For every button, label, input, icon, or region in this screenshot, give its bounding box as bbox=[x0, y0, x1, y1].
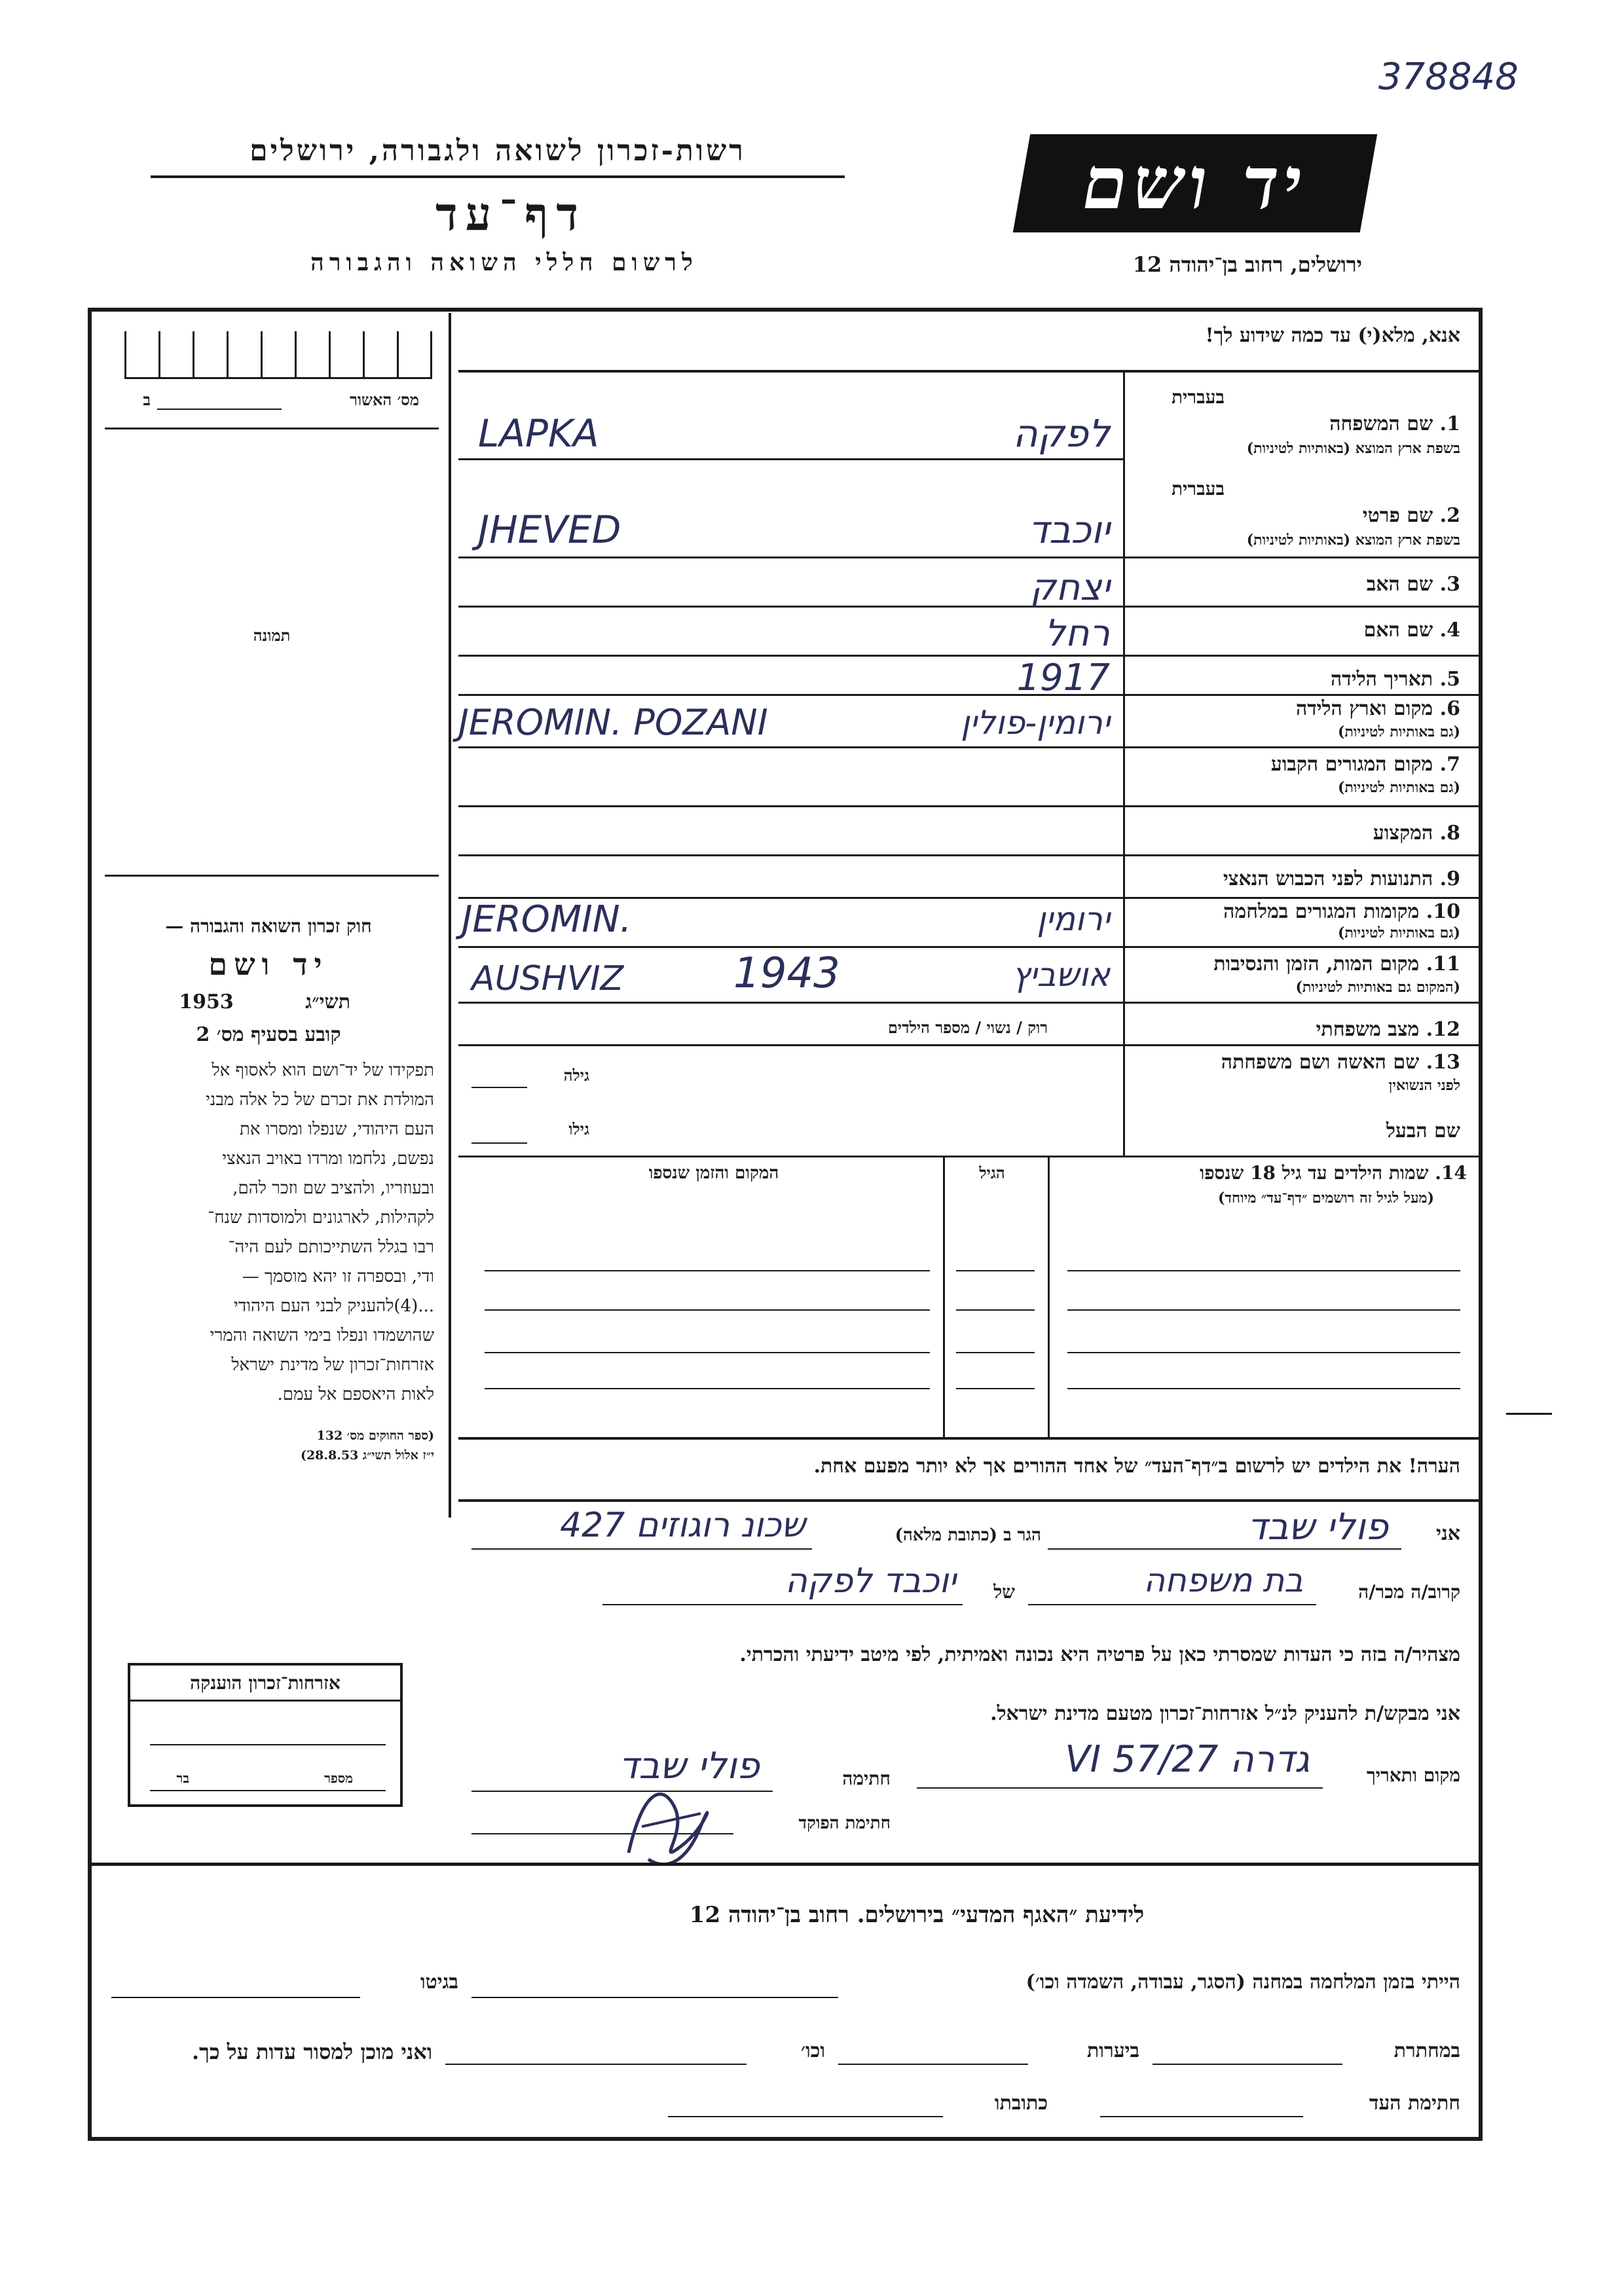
footer-ghetto-line[interactable] bbox=[111, 1997, 360, 1998]
field-wartime-residence-sub: (גם באותיות לטיניות) bbox=[1337, 924, 1460, 941]
form-intro: אנא, מלא(י) עד כמה שידוע לך! bbox=[1205, 324, 1460, 347]
field-birth-place-label: 6. מקום וארץ הלידה bbox=[1295, 697, 1460, 720]
relation-value[interactable]: בת משפחה bbox=[1143, 1561, 1303, 1599]
law-source-line: (ספר החוקים מס׳ 132 bbox=[316, 1429, 434, 1443]
place-date-value[interactable]: גדרה 27/VI 57 bbox=[1065, 1738, 1310, 1781]
field-birth-date-label: 5. תאריך הלידה bbox=[1331, 668, 1460, 691]
law-text-line: אזרחות־זכרון של מדינת ישראל bbox=[231, 1355, 434, 1375]
field-occupation-label: 8. המקצוע bbox=[1373, 822, 1460, 845]
law-text-line: ובעוזריו, ולהציב שם וזכר להם, bbox=[232, 1178, 434, 1198]
footer-underground-line[interactable] bbox=[1153, 2064, 1342, 2065]
field-first-name-sub: בשפת ארץ המוצא (באותיות לטיניות) bbox=[1246, 532, 1460, 549]
field-wartime-residence-label: 10. מקומות המגורים במלחמה bbox=[1223, 900, 1460, 923]
place-date-label: מקום ותאריך bbox=[1366, 1764, 1460, 1786]
first-name-latin[interactable]: JHEVED bbox=[478, 507, 621, 552]
institution-name: רשות-זכרון לשואה ולגבורה, ירושלים bbox=[249, 134, 746, 168]
photo-area[interactable] bbox=[105, 428, 439, 877]
signature-label: חתימה bbox=[842, 1768, 891, 1789]
footer-witness-signature-label: חתימת העד bbox=[1369, 2092, 1460, 2115]
footer-camp-line[interactable] bbox=[471, 1997, 838, 1998]
law-text-line: ...(4)להעניק לבני העם היהודי bbox=[234, 1296, 434, 1316]
law-title: חוק זכרון השואה והגבורה — bbox=[165, 915, 372, 937]
citizenship-number-label: מספר bbox=[324, 1770, 353, 1786]
footer-etc-label: וכו׳ bbox=[801, 2039, 825, 2062]
mother-name-value[interactable]: רחל bbox=[1044, 612, 1110, 655]
field-spouse-name-sub: לפני הנשואין bbox=[1388, 1077, 1460, 1094]
children-col-place: המקום והזמן שנספו bbox=[648, 1163, 779, 1183]
law-text-line: לקהילות, לארגונים ולמוסדות שנח־ bbox=[208, 1208, 434, 1228]
children-note: הערה! את הילדים יש לרשום ב״דף־העד״ של אחד ההורים אך לא יותר מפעם אחת. bbox=[813, 1455, 1460, 1478]
footer-address-label: כתובתו bbox=[994, 2092, 1048, 2115]
approval-number-line[interactable] bbox=[157, 409, 282, 410]
law-text-line: העם היהודי, שנפלו ומסרו את bbox=[240, 1120, 434, 1139]
declaration-i-label: אני bbox=[1436, 1522, 1460, 1545]
footer-ghetto-label: בגיטו bbox=[420, 1971, 458, 1994]
citizenship-line[interactable] bbox=[150, 1744, 386, 1745]
witness-address[interactable]: שכונ רוגוזים 427 bbox=[560, 1506, 805, 1545]
field-father-name-label: 3. שם האב bbox=[1366, 573, 1460, 596]
citizenship-request: אני מבקש/ת להעניק לנ״ל אזרחות־זכרון מטעם מדינת ישראל. bbox=[990, 1702, 1460, 1725]
birth-date-value[interactable]: 1917 bbox=[1016, 657, 1110, 699]
field-spouse-name-label: 13. שם האשה ושם משפחתה bbox=[1221, 1051, 1460, 1074]
inspector-label: חתימת הפוקד bbox=[798, 1813, 891, 1833]
approval-number-label: מס׳ האשור bbox=[350, 390, 419, 409]
in-hebrew-label: בעברית bbox=[1171, 386, 1225, 408]
approval-boxes bbox=[124, 331, 432, 379]
law-text-line: שהושמדו ונפלו בימי השואה והמרי bbox=[210, 1326, 434, 1345]
wartime-residence-hebrew[interactable]: ירומין bbox=[1037, 900, 1110, 938]
law-name: יד ושם bbox=[208, 947, 329, 982]
citizenship-box bbox=[128, 1663, 403, 1807]
left-column bbox=[95, 313, 451, 1518]
footer-camp-label: הייתי בזמן המלחמה במחנה (הסגר, עבודה, השמדה וכו׳) bbox=[1025, 1971, 1460, 1994]
page-header bbox=[0, 0, 1624, 301]
law-text-line: רבו בגלל השתייכותם לעם היה־ bbox=[228, 1237, 434, 1257]
wife-age-label: גילה bbox=[563, 1066, 589, 1085]
children-col-age: הגיל bbox=[979, 1163, 1005, 1182]
death-place-hebrew[interactable]: אושביץ bbox=[1012, 956, 1110, 994]
footer-address-line[interactable] bbox=[668, 2116, 943, 2117]
law-text-line: לאות היאספם אל עמם. bbox=[277, 1385, 434, 1404]
footer-notice: לידיעת ״האגף המדעי״ בירושלים. רחוב בן־יהודה 12 bbox=[689, 1902, 1145, 1928]
address: ירושלים, רחוב בן־יהודה 12 bbox=[1132, 252, 1362, 277]
birth-place-hebrew[interactable]: ירומין-פולין bbox=[961, 704, 1110, 742]
fields-column-divider bbox=[1123, 370, 1125, 1156]
death-place-latin[interactable]: AUSHVIZ bbox=[471, 959, 624, 998]
field-first-name-label: 2. שם פרטי bbox=[1362, 504, 1460, 527]
citizenship-number-suffix: בר bbox=[176, 1770, 189, 1786]
citizenship-number-line[interactable] bbox=[150, 1790, 386, 1791]
death-year[interactable]: 1943 bbox=[733, 949, 840, 998]
field-residence-sub: (גם באותיות לטיניות) bbox=[1337, 779, 1460, 796]
declaration-statement: מצהיר/ה בזה כי העדות שמסרתי כאן על פרטיה היא נכונה ואמיתית, לפי מיטב ידיעתי והכרתי. bbox=[739, 1643, 1460, 1666]
law-text bbox=[107, 1056, 434, 1410]
footer-etc-line[interactable] bbox=[445, 2064, 747, 2065]
children-section bbox=[458, 1156, 1480, 1437]
citizenship-box-title: אזרחות־זכרון הוענקה bbox=[130, 1672, 400, 1702]
marital-options: רוק / נשוי / מספר הילדים bbox=[887, 1018, 1048, 1037]
footer-forests-line[interactable] bbox=[838, 2064, 1028, 2065]
wife-age-line[interactable] bbox=[471, 1087, 527, 1088]
archive-number: 378848 bbox=[1378, 56, 1519, 98]
relative-label: קרוב/ה מכר/ה bbox=[1358, 1581, 1460, 1603]
law-source-line: י״ז אלול תשי״ג 28.8.53) bbox=[300, 1448, 434, 1463]
field-family-name-label: 1. שם המשפחה bbox=[1329, 412, 1460, 435]
law-text-line: תפקידו של יד־ושם הוא לאסוף אל bbox=[212, 1061, 434, 1080]
field-residence-label: 7. מקום המגורים הקבוע bbox=[1270, 753, 1460, 776]
field-marital-status-label: 12. מצב משפחתי bbox=[1316, 1018, 1460, 1041]
in-hebrew-label: בעברית bbox=[1171, 478, 1225, 500]
approval-suffix: ב bbox=[143, 390, 151, 409]
law-clause: קובע בסעיף מס׳ 2 bbox=[196, 1023, 341, 1046]
field-death-place-sub: (המקום גם באותיות לטיניות) bbox=[1295, 979, 1460, 996]
intro-divider bbox=[458, 370, 1480, 373]
footer-witness-signature-line[interactable] bbox=[1100, 2116, 1303, 2117]
family-name-latin[interactable]: LAPKA bbox=[478, 411, 599, 456]
family-name-hebrew[interactable]: לפקה bbox=[1012, 411, 1110, 456]
header-underline bbox=[151, 175, 845, 178]
witness-name[interactable]: פולי שבד bbox=[1247, 1506, 1388, 1548]
law-year: 1953 bbox=[179, 991, 234, 1013]
husband-age-line[interactable] bbox=[471, 1142, 527, 1144]
birth-place-latin[interactable]: JEROMIN. POZANI bbox=[458, 702, 768, 743]
footer-willing-label: ואני מוכן למסור עדות על כך. bbox=[191, 2039, 432, 2064]
children-sub: (מעל לגיל זה רושמים ״דף־עד״ מיוחד) bbox=[1217, 1190, 1434, 1207]
footer-underground-label: במחתרת bbox=[1393, 2039, 1460, 2062]
wartime-residence-latin[interactable]: JEROMIN. bbox=[462, 898, 632, 941]
children-title: 14. שמות הילדים עד גיל 18 שנספו bbox=[1200, 1162, 1467, 1184]
first-name-hebrew[interactable]: יוכבד bbox=[1028, 507, 1110, 552]
relation-of-value[interactable]: יוכבד לפקה bbox=[784, 1561, 956, 1601]
photo-label: תמונה bbox=[253, 626, 291, 645]
father-name-value[interactable]: יצחק bbox=[1029, 566, 1110, 609]
residing-label: הגר ב (כתובת מלאה) bbox=[895, 1525, 1041, 1545]
law-text-line: המולדת את זכרם של כל אלה מבני bbox=[206, 1090, 434, 1110]
husband-name-label: שם הבעל bbox=[1386, 1120, 1460, 1142]
footer-forests-label: ביערות bbox=[1086, 2039, 1139, 2062]
law-source bbox=[107, 1426, 434, 1465]
field-mother-name-label: 4. שם האם bbox=[1363, 619, 1460, 642]
of-label: של bbox=[993, 1581, 1015, 1603]
field-birth-place-sub: (גם באותיות לטיניות) bbox=[1337, 723, 1460, 740]
law-text-line: נפשם, נלחמו ומרדו באויב הנאצי bbox=[222, 1149, 434, 1169]
form-subtitle: לרשום חללי השואה והגבורה bbox=[310, 249, 698, 276]
field-death-place-label: 11. מקום המות, הזמן והנסיבות bbox=[1213, 953, 1460, 975]
field-movements-label: 9. התנועות לפני הכבוש הנאצי bbox=[1223, 867, 1460, 890]
law-year-hebrew: תשי״ג bbox=[305, 991, 350, 1013]
yad-vashem-logo bbox=[1013, 134, 1377, 232]
field-family-name-sub: בשפת ארץ המוצא (באותיות לטיניות) bbox=[1246, 440, 1460, 457]
law-text-line: ודי, ובספרה זו יהא מוסמך — bbox=[242, 1267, 434, 1286]
margin-dash bbox=[1506, 1413, 1552, 1415]
husband-age-label: גילו bbox=[568, 1120, 589, 1139]
form-title: דף־עד bbox=[435, 187, 586, 241]
signature-value[interactable]: פולי שבד bbox=[618, 1745, 760, 1787]
logo-text: יד ושם bbox=[1075, 141, 1315, 225]
